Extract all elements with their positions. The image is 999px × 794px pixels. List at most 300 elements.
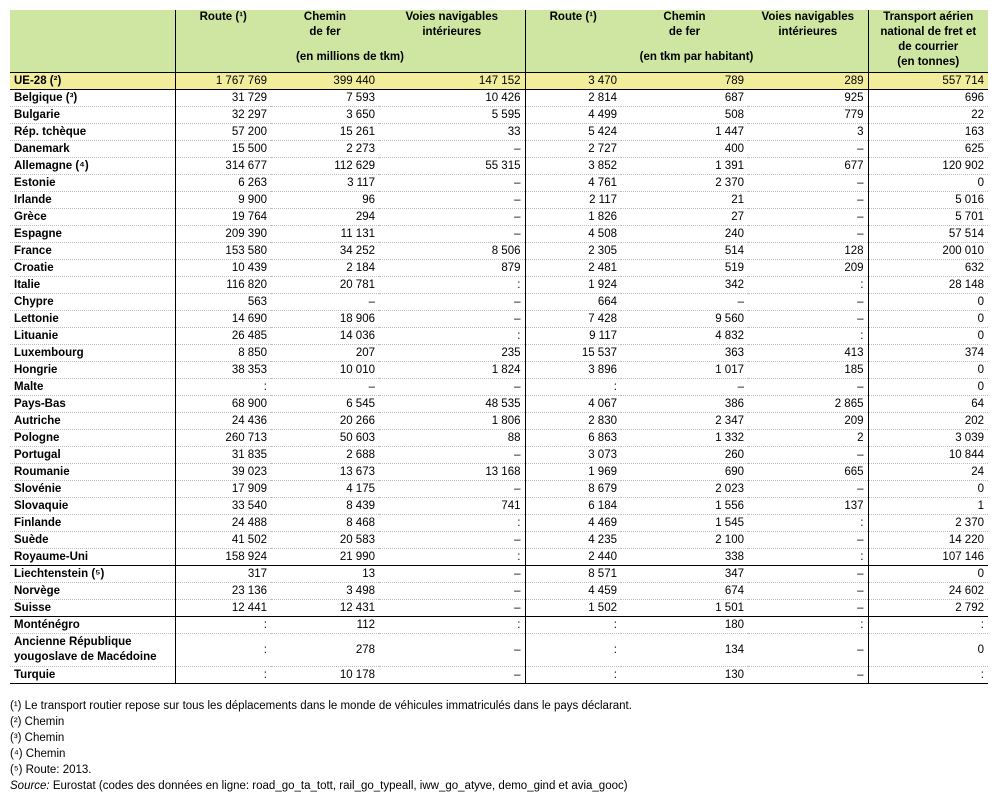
value-cell: 3 470	[525, 73, 621, 90]
value-cell: 153 580	[175, 243, 271, 260]
value-cell: –	[379, 226, 525, 243]
country-name-cell: Norvège	[10, 583, 175, 600]
value-cell: 158 924	[175, 549, 271, 566]
value-cell: 1 501	[621, 600, 748, 617]
country-name-cell: Suisse	[10, 600, 175, 617]
value-cell: 925	[748, 90, 868, 107]
value-cell: :	[748, 277, 868, 294]
value-cell: 2 688	[271, 447, 379, 464]
value-cell: 0	[868, 481, 988, 498]
value-cell: 9 117	[525, 328, 621, 345]
value-cell: 5 701	[868, 209, 988, 226]
country-name-cell: Espagne	[10, 226, 175, 243]
table-row	[10, 175, 988, 192]
country-name-cell: Monténégro	[10, 617, 175, 634]
value-cell: 7 593	[271, 90, 379, 107]
country-name-cell: France	[10, 243, 175, 260]
value-cell: 3	[748, 124, 868, 141]
value-cell: 38 353	[175, 362, 271, 379]
value-cell: 563	[175, 294, 271, 311]
value-cell: 5 595	[379, 107, 525, 124]
value-cell: 374	[868, 345, 988, 362]
value-cell: 1 969	[525, 464, 621, 481]
value-cell: –	[748, 634, 868, 667]
value-cell: 128	[748, 243, 868, 260]
value-cell: –	[379, 141, 525, 158]
value-cell: :	[748, 515, 868, 532]
value-cell: –	[379, 192, 525, 209]
value-cell: –	[379, 583, 525, 600]
value-cell: 879	[379, 260, 525, 277]
table-row	[10, 634, 988, 667]
table-row	[10, 311, 988, 328]
value-cell: :	[525, 634, 621, 667]
value-cell: 107 146	[868, 549, 988, 566]
value-cell: 24	[868, 464, 988, 481]
country-name-cell: Chypre	[10, 294, 175, 311]
country-name-cell: Royaume-Uni	[10, 549, 175, 566]
value-cell: :	[748, 617, 868, 634]
value-cell: 137	[748, 498, 868, 515]
header-road-per-capita: Route (¹)	[525, 10, 621, 42]
value-cell: 3 039	[868, 430, 988, 447]
value-cell: 15 537	[525, 345, 621, 362]
table-row	[10, 600, 988, 617]
value-cell: 1	[868, 498, 988, 515]
header-air: Transport aérien national de fret et de courrier (en tonnes)	[868, 10, 988, 73]
value-cell: 19 764	[175, 209, 271, 226]
table-row	[10, 515, 988, 532]
value-cell: 0	[868, 175, 988, 192]
value-cell: 14 220	[868, 532, 988, 549]
value-cell: :	[175, 379, 271, 396]
value-cell: 3 896	[525, 362, 621, 379]
value-cell: –	[748, 583, 868, 600]
value-cell: 21 990	[271, 549, 379, 566]
country-name-cell: Turquie	[10, 667, 175, 684]
country-name-cell: Pologne	[10, 430, 175, 447]
value-cell: 209 390	[175, 226, 271, 243]
value-cell: –	[748, 141, 868, 158]
value-cell: 674	[621, 583, 748, 600]
value-cell: 1 556	[621, 498, 748, 515]
value-cell: :	[175, 634, 271, 667]
value-cell: :	[525, 379, 621, 396]
value-cell: 2 830	[525, 413, 621, 430]
value-cell: 1 924	[525, 277, 621, 294]
value-cell: –	[748, 667, 868, 684]
value-cell: 2 347	[621, 413, 748, 430]
country-name-cell: Croatie	[10, 260, 175, 277]
value-cell: 2 792	[868, 600, 988, 617]
value-cell: 180	[621, 617, 748, 634]
value-cell: –	[748, 532, 868, 549]
value-cell: 260	[621, 447, 748, 464]
value-cell: 4 499	[525, 107, 621, 124]
table-row	[10, 243, 988, 260]
value-cell: 10 439	[175, 260, 271, 277]
value-cell: 4 832	[621, 328, 748, 345]
table-row	[10, 209, 988, 226]
value-cell: 6 184	[525, 498, 621, 515]
table-row	[10, 532, 988, 549]
value-cell: –	[379, 294, 525, 311]
value-cell: –	[379, 566, 525, 583]
value-cell: 0	[868, 362, 988, 379]
value-cell: 1 447	[621, 124, 748, 141]
value-cell: 20 781	[271, 277, 379, 294]
value-cell: 1 824	[379, 362, 525, 379]
table-row	[10, 549, 988, 566]
value-cell: 57 200	[175, 124, 271, 141]
country-name-cell: Irlande	[10, 192, 175, 209]
source-text: Eurostat (codes des données en ligne: road_go_ta_tott, rail_go_typeall, iww_go_atyve, demo_gind et avia_gooc)	[49, 780, 628, 792]
value-cell: 209	[748, 413, 868, 430]
value-cell: 22	[868, 107, 988, 124]
table-row	[10, 566, 988, 583]
value-cell: 68 900	[175, 396, 271, 413]
value-cell: 1 767 769	[175, 73, 271, 90]
value-cell: 3 117	[271, 175, 379, 192]
table-row	[10, 413, 988, 430]
value-cell: 0	[868, 566, 988, 583]
country-name-cell: Ancienne République yougoslave de Macédoine	[10, 634, 175, 667]
table-row	[10, 158, 988, 175]
value-cell: 10 426	[379, 90, 525, 107]
value-cell: –	[271, 379, 379, 396]
value-cell: 12 431	[271, 600, 379, 617]
table-row	[10, 379, 988, 396]
value-cell: 664	[525, 294, 621, 311]
table-row	[10, 583, 988, 600]
value-cell: 557 714	[868, 73, 988, 90]
value-cell: –	[748, 294, 868, 311]
header-road: Route (¹)	[175, 10, 271, 42]
freight-transport-table	[10, 10, 988, 684]
value-cell: –	[379, 481, 525, 498]
value-cell: 690	[621, 464, 748, 481]
table-row	[10, 226, 988, 243]
value-cell: 4 175	[271, 481, 379, 498]
table-row	[10, 447, 988, 464]
value-cell: 5 424	[525, 124, 621, 141]
value-cell: 289	[748, 73, 868, 90]
value-cell: 8 850	[175, 345, 271, 362]
country-name-cell: Lituanie	[10, 328, 175, 345]
value-cell: –	[379, 634, 525, 667]
value-cell: 1 017	[621, 362, 748, 379]
value-cell: 314 677	[175, 158, 271, 175]
value-cell: 1 545	[621, 515, 748, 532]
value-cell: 20 583	[271, 532, 379, 549]
value-cell: 15 500	[175, 141, 271, 158]
country-name-cell: Rép. tchèque	[10, 124, 175, 141]
value-cell: –	[748, 481, 868, 498]
value-cell: 347	[621, 566, 748, 583]
value-cell: 8 571	[525, 566, 621, 583]
value-cell: –	[748, 175, 868, 192]
value-cell: –	[379, 600, 525, 617]
value-cell: 0	[868, 328, 988, 345]
country-name-cell: Lettonie	[10, 311, 175, 328]
value-cell: 116 820	[175, 277, 271, 294]
table-row	[10, 294, 988, 311]
value-cell: 147 152	[379, 73, 525, 90]
country-name-cell: Roumanie	[10, 464, 175, 481]
country-name-cell: Slovénie	[10, 481, 175, 498]
header-iww: Voies navigables intérieures	[379, 10, 525, 42]
country-name-cell: Slovaquie	[10, 498, 175, 515]
value-cell: –	[748, 566, 868, 583]
value-cell: 4 508	[525, 226, 621, 243]
value-cell: 1 826	[525, 209, 621, 226]
value-cell: 24 488	[175, 515, 271, 532]
country-name-cell: Suède	[10, 532, 175, 549]
value-cell: 260 713	[175, 430, 271, 447]
value-cell: 31 835	[175, 447, 271, 464]
value-cell: 0	[868, 294, 988, 311]
value-cell: 14 690	[175, 311, 271, 328]
table-row	[10, 73, 988, 90]
value-cell: 386	[621, 396, 748, 413]
value-cell: 8 439	[271, 498, 379, 515]
table-row	[10, 328, 988, 345]
country-name-cell: Luxembourg	[10, 345, 175, 362]
value-cell: 2 814	[525, 90, 621, 107]
value-cell: :	[379, 328, 525, 345]
value-cell: :	[379, 277, 525, 294]
value-cell: –	[379, 447, 525, 464]
value-cell: 625	[868, 141, 988, 158]
table-row	[10, 277, 988, 294]
value-cell: 2 370	[621, 175, 748, 192]
value-cell: –	[379, 175, 525, 192]
value-cell: 207	[271, 345, 379, 362]
value-cell: 13 673	[271, 464, 379, 481]
value-cell: 6 863	[525, 430, 621, 447]
table-row	[10, 617, 988, 634]
country-name-cell: Allemagne (⁴)	[10, 158, 175, 175]
value-cell: –	[748, 192, 868, 209]
country-header	[10, 10, 175, 73]
value-cell: 0	[868, 311, 988, 328]
value-cell: 2 273	[271, 141, 379, 158]
value-cell: 200 010	[868, 243, 988, 260]
value-cell: 88	[379, 430, 525, 447]
table-row	[10, 498, 988, 515]
table-row	[10, 464, 988, 481]
header-rail: Chemin de fer	[271, 10, 379, 42]
value-cell: 4 761	[525, 175, 621, 192]
value-cell: 5 016	[868, 192, 988, 209]
source-line	[10, 778, 988, 794]
table-body	[10, 73, 988, 684]
country-name-cell: Bulgarie	[10, 107, 175, 124]
value-cell: 130	[621, 667, 748, 684]
value-cell: 64	[868, 396, 988, 413]
table-row	[10, 667, 988, 684]
country-name-cell: UE-28 (²)	[10, 73, 175, 90]
footnote: (³) Chemin	[10, 732, 65, 744]
table-row	[10, 124, 988, 141]
value-cell: 2	[748, 430, 868, 447]
country-name-cell: Italie	[10, 277, 175, 294]
country-name-cell: Portugal	[10, 447, 175, 464]
country-name-cell: Estonie	[10, 175, 175, 192]
value-cell: 41 502	[175, 532, 271, 549]
value-cell: 8 679	[525, 481, 621, 498]
value-cell: 24 602	[868, 583, 988, 600]
value-cell: 0	[868, 634, 988, 667]
value-cell: 240	[621, 226, 748, 243]
value-cell: –	[748, 447, 868, 464]
value-cell: 26 485	[175, 328, 271, 345]
unit-million-tkm: (en millions de tkm)	[175, 42, 525, 73]
value-cell: 2 117	[525, 192, 621, 209]
value-cell: :	[379, 549, 525, 566]
value-cell: 3 498	[271, 583, 379, 600]
value-cell: 20 266	[271, 413, 379, 430]
value-cell: 1 806	[379, 413, 525, 430]
value-cell: 413	[748, 345, 868, 362]
value-cell: :	[379, 617, 525, 634]
value-cell: 2 727	[525, 141, 621, 158]
value-cell: 1 332	[621, 430, 748, 447]
value-cell: 202	[868, 413, 988, 430]
value-cell: 185	[748, 362, 868, 379]
value-cell: 4 469	[525, 515, 621, 532]
value-cell: 209	[748, 260, 868, 277]
country-name-cell: Liechtenstein (⁵)	[10, 566, 175, 583]
value-cell: 21	[621, 192, 748, 209]
value-cell: 779	[748, 107, 868, 124]
value-cell: 120 902	[868, 158, 988, 175]
value-cell: 4 067	[525, 396, 621, 413]
value-cell: :	[868, 667, 988, 684]
value-cell: –	[748, 311, 868, 328]
value-cell: 2 023	[621, 481, 748, 498]
value-cell: 677	[748, 158, 868, 175]
value-cell: 28 148	[868, 277, 988, 294]
value-cell: :	[868, 617, 988, 634]
value-cell: 8 506	[379, 243, 525, 260]
value-cell: 399 440	[271, 73, 379, 90]
value-cell: 18 906	[271, 311, 379, 328]
value-cell: 2 481	[525, 260, 621, 277]
value-cell: 134	[621, 634, 748, 667]
header-iww-per-capita: Voies navigables intérieures	[748, 10, 868, 42]
value-cell: 33	[379, 124, 525, 141]
value-cell: 696	[868, 90, 988, 107]
country-name-cell: Grèce	[10, 209, 175, 226]
table-row	[10, 141, 988, 158]
value-cell: 400	[621, 141, 748, 158]
value-cell: 741	[379, 498, 525, 515]
value-cell: :	[379, 515, 525, 532]
table-row	[10, 345, 988, 362]
value-cell: :	[525, 667, 621, 684]
value-cell: –	[271, 294, 379, 311]
value-cell: 12 441	[175, 600, 271, 617]
value-cell: 1 502	[525, 600, 621, 617]
value-cell: 96	[271, 192, 379, 209]
value-cell: 31 729	[175, 90, 271, 107]
value-cell: 687	[621, 90, 748, 107]
footnote: (⁵) Route: 2013.	[10, 764, 92, 776]
table-row	[10, 481, 988, 498]
value-cell: 2 440	[525, 549, 621, 566]
value-cell: 2 184	[271, 260, 379, 277]
value-cell: 363	[621, 345, 748, 362]
value-cell: –	[621, 379, 748, 396]
value-cell: –	[379, 532, 525, 549]
value-cell: 0	[868, 379, 988, 396]
value-cell: 2 865	[748, 396, 868, 413]
country-name-cell: Malte	[10, 379, 175, 396]
value-cell: 6 545	[271, 396, 379, 413]
value-cell: :	[175, 667, 271, 684]
table-row	[10, 260, 988, 277]
table-row	[10, 90, 988, 107]
value-cell: :	[748, 328, 868, 345]
value-cell: 10 844	[868, 447, 988, 464]
value-cell: 3 650	[271, 107, 379, 124]
value-cell: 9 560	[621, 311, 748, 328]
value-cell: 317	[175, 566, 271, 583]
source-label: Source:	[10, 780, 50, 792]
value-cell: :	[748, 549, 868, 566]
value-cell: :	[175, 617, 271, 634]
value-cell: 24 436	[175, 413, 271, 430]
unit-tkm-per-inhabitant: (en tkm par habitant)	[525, 42, 868, 73]
value-cell: 34 252	[271, 243, 379, 260]
value-cell: 294	[271, 209, 379, 226]
value-cell: 112 629	[271, 158, 379, 175]
value-cell: 15 261	[271, 124, 379, 141]
table-row	[10, 396, 988, 413]
value-cell: 10 010	[271, 362, 379, 379]
value-cell: 11 131	[271, 226, 379, 243]
value-cell: –	[748, 379, 868, 396]
value-cell: –	[748, 226, 868, 243]
value-cell: 665	[748, 464, 868, 481]
value-cell: 2 100	[621, 532, 748, 549]
value-cell: 50 603	[271, 430, 379, 447]
value-cell: 514	[621, 243, 748, 260]
value-cell: 3 852	[525, 158, 621, 175]
value-cell: 342	[621, 277, 748, 294]
value-cell: 6 263	[175, 175, 271, 192]
value-cell: 10 178	[271, 667, 379, 684]
value-cell: 163	[868, 124, 988, 141]
table-row	[10, 430, 988, 447]
value-cell: 27	[621, 209, 748, 226]
value-cell: 2 370	[868, 515, 988, 532]
country-name-cell: Autriche	[10, 413, 175, 430]
header-rail-per-capita: Chemin de fer	[621, 10, 748, 42]
footnote: (²) Chemin	[10, 716, 65, 728]
value-cell: 508	[621, 107, 748, 124]
value-cell: 112	[271, 617, 379, 634]
value-cell: 2 305	[525, 243, 621, 260]
footnote: (¹) Le transport routier repose sur tous les déplacements dans le monde de véhicules immatriculés dans le pays déclarant.	[10, 700, 632, 712]
value-cell: 789	[621, 73, 748, 90]
value-cell: 13	[271, 566, 379, 583]
value-cell: 4 459	[525, 583, 621, 600]
value-cell: 14 036	[271, 328, 379, 345]
value-cell: –	[379, 311, 525, 328]
value-cell: 17 909	[175, 481, 271, 498]
